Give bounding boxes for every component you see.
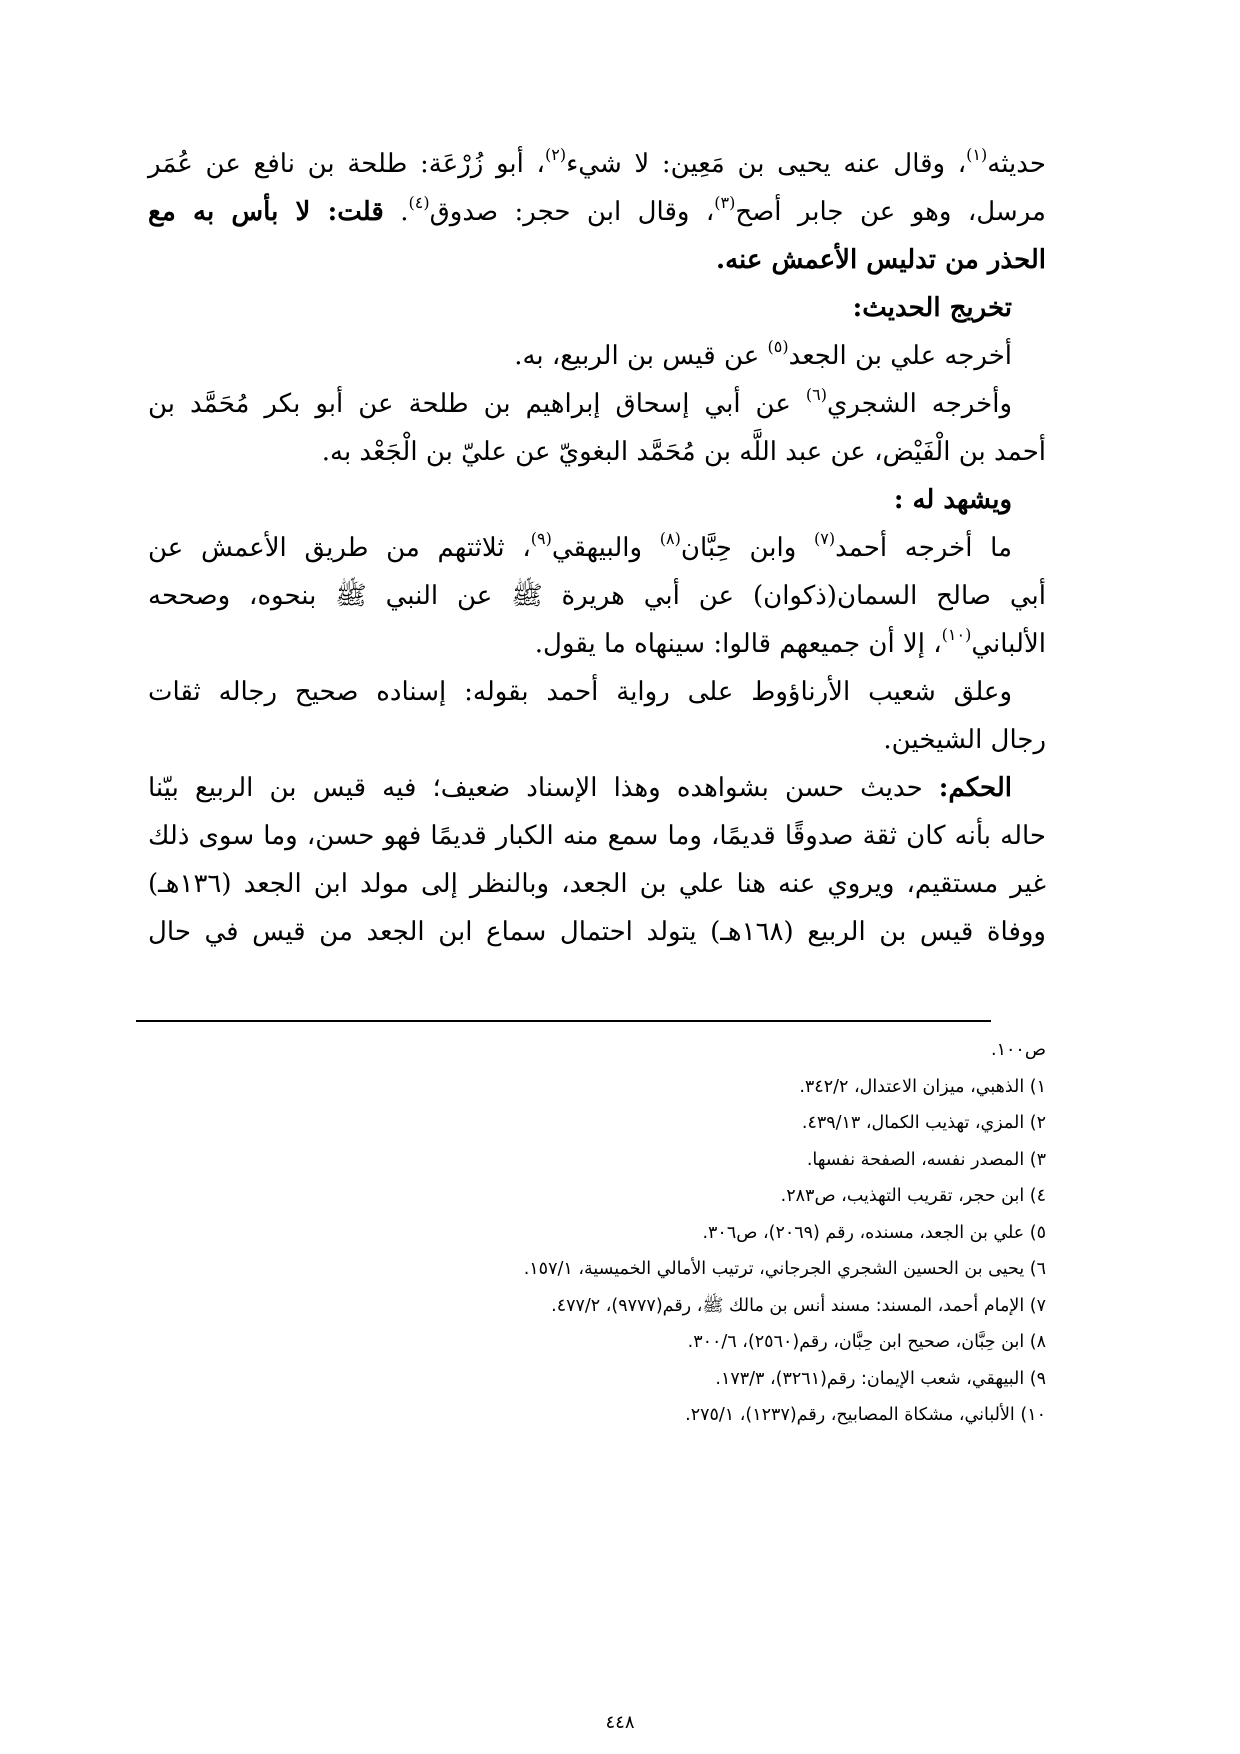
footnote-ref[interactable]: (٧) <box>814 529 836 548</box>
footnote-ref[interactable]: (٥) <box>767 337 789 356</box>
footnote-item: ٧) الإمام أحمد، المسند: مسند أنس بن مالك ﷺ، رقم(٩٧٧٧)، ٤٧٧/٢. <box>551 1295 1046 1316</box>
footnote-ref[interactable]: (١) <box>966 145 988 164</box>
footnote-item: ١٠) الألباني، مشكاة المصابيح، رقم(١٢٣٧)، ٢٧٥/١. <box>685 1405 1046 1425</box>
text-line-12: وعلق شعيب الأرناؤوط على رواية أحمد بقوله: إسناده صحيح رجاله ثقات <box>148 677 1013 707</box>
text-line-10: أبي صالح السمان(ذكوان) عن أبي هريرة ﷺ عن النبي ﷺ بنحوه، وصححه <box>148 581 1046 611</box>
footnote-item: ٩) البيهقي، شعب الإيمان: رقم(٣٢٦١)، ١٧٣/٣. <box>715 1368 1046 1389</box>
text-line-14: الحكم: حديث حسن بشواهده وهذا الإسناد ضعيف؛ فيه قيس بن الربيع بيّنا <box>148 773 1012 803</box>
footnote-ref[interactable]: (٤) <box>408 193 430 212</box>
footnote-ref[interactable]: (٦) <box>805 385 827 404</box>
section-heading-shawahid: ويشهد له : <box>893 485 1012 515</box>
footnote-item: ٨) ابن حِبَّان، صحيح ابن حِبَّان، رقم(٢٥٦٠)، ٣٠٠/٦. <box>687 1332 1046 1352</box>
text-line-3: الحذر من تدليس الأعمش عنه. <box>716 245 1046 275</box>
text-line-2: مرسل، وهو عن جابر أصح$^{(٣)}$، وقال ابن حجر: صدوق$^{(٤)}$. قلت: لا بأس به مع <box>148 193 1046 227</box>
text-line-16: غير مستقيم، ويروي عنه هنا علي بن الجعد، وبالنظر إلى مولد ابن الجعد (١٣٦هـ) <box>148 869 1046 899</box>
text-line-1: حديثه$^{(١)}$، وقال عنه يحيى بن مَعِين: لا شيء$^{(٢)}$، أبو زُرْعَة: طلحة بن نافع عن عُمَر <box>148 145 1047 179</box>
footnote-ref[interactable]: (٢) <box>544 145 567 164</box>
footnote-item: ٣) المصدر نفسه، الصفحة نفسها. <box>806 1149 1046 1170</box>
text-line-15: حاله بأنه كان ثقة صدوقًا قديمًا، وما سمع منه الكبار قديمًا فهو حسن، وما سوى ذلك <box>148 821 1046 851</box>
footnote-ref[interactable]: (٣) <box>714 193 736 212</box>
footnote-divider <box>136 1020 991 1022</box>
text-line-7: أحمد بن الْفَيْض، عن عبد اللَّه بن مُحَمَّد البغويّ عن عليّ بن الْجَعْد به. <box>321 437 1046 467</box>
text-line-6: وأخرجه الشجري$^{(٦)}$ عن أبي إسحاق إبراهيم بن طلحة عن أبو بكر مُحَمَّد بن <box>148 385 1013 419</box>
page-number: ٤٤٨ <box>605 1712 635 1733</box>
footnote-item: ٦) يحيى بن الحسين الشجري الجرجاني، ترتيب الأمالي الخميسية، ١٥٧/١. <box>523 1259 1046 1279</box>
footnote-ref[interactable]: (٨) <box>659 529 681 548</box>
footnotes <box>300 1032 1046 1434</box>
main-text <box>148 140 1046 956</box>
footnote-item: ٢) المزي، تهذيب الكمال، ٤٣٩/١٣. <box>801 1113 1046 1133</box>
text-line-5: أخرجه علي بن الجعد$^{(٥)}$ عن قيس بن الربيع، به. <box>514 337 1012 371</box>
footnote-item: ٤) ابن حجر، تقريب التهذيب، ص٢٨٣. <box>780 1186 1046 1206</box>
text-line-9: ما أخرجه أحمد$^{(٧)}$ وابن حِبَّان$^{(٨)}$ والبيهقي$^{(٩)}$، ثلاثتهم من طريق الأعمش عن <box>148 529 1012 563</box>
footnote-item: ١) الذهبي، ميزان الاعتدال، ٣٤٢/٢. <box>799 1076 1046 1097</box>
footnote-ref[interactable]: (١٠) <box>941 625 972 644</box>
footnote-ref[interactable]: (٩) <box>530 529 552 548</box>
footnote-item: ص١٠٠. <box>991 1040 1046 1060</box>
footnote-item: ٥) علي بن الجعد، مسنده، رقم (٢٠٦٩)، ص٣٠٦. <box>702 1222 1046 1243</box>
section-heading-takhrij: تخريج الحديث: <box>852 293 1012 323</box>
text-line-13: رجال الشيخين. <box>883 725 1046 755</box>
text-line-17: ووفاة قيس بن الربيع (١٦٨هـ) يتولد احتمال سماع ابن الجعد من قيس في حال <box>148 917 1046 947</box>
text-line-11: الألباني$^{(١٠)}$، إلا أن جميعهم قالوا: سينهاه ما يقول. <box>534 625 1046 659</box>
